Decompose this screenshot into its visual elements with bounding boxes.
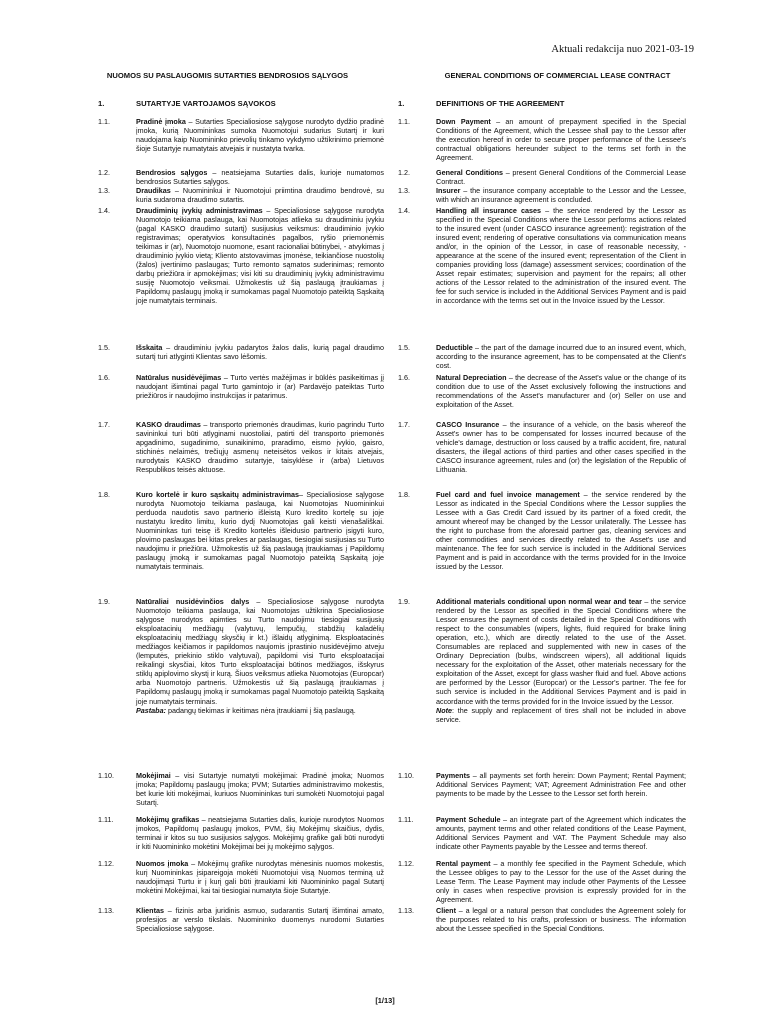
definition-text: – neatsiejama Sutarties dalis, kurioje nurodytos Nuomos įmokos, Papildomų paslaugų įmokos, PVM, šių Mokėjimų skaičius, dydis, terminai ir kitos su tuo susijusios sąlygos. Mokėjimų grafike gali būti nurodyti ir kiti Nuomininko mokėtini Mokėjimai bei jų mokėjimo sąlygos. xyxy=(136,815,384,852)
definition-entry xyxy=(436,373,686,409)
definition-text: – a legal or a natural person that concludes the Agreement solely for the purposes related to his crafts, profession or business. The information about the Lessee specified in the Special Conditions. xyxy=(436,906,686,934)
definition-number: 1.5. xyxy=(398,343,410,352)
definition-text: – an integrate part of the Agreement which indicates the amounts, payment terms and other related conditions of the Lease Payment, Additional Services Payment and VAT. The Payment Schedule may also indicate other Payments payable by the Lessee and terms thereof. xyxy=(436,815,686,852)
right-section-number: 1. xyxy=(398,99,405,108)
definition-term: General Conditions xyxy=(436,168,503,177)
definition-term: Mokėjimai xyxy=(136,771,171,780)
definition-term: Klientas xyxy=(136,906,164,915)
definition-term: Nuomos įmoka xyxy=(136,859,189,868)
definition-number: 1.12. xyxy=(98,859,114,868)
definition-number: 1.7. xyxy=(98,420,110,429)
definition-entry xyxy=(436,168,686,186)
definition-text: – visi Sutartyje numatyti mokėjimai: Pradinė įmoka; Nuomos įmoka; Papildomų paslaugų įmoka; PVM; Sutarties administravimo mokestis, bet kurie kiti mokėjimai, kuriuos Nuomininkas turi sumokėti Nuomotojui pagal Sutartį. xyxy=(136,771,384,808)
definition-number: 1.12. xyxy=(398,859,414,868)
definition-entry xyxy=(436,420,686,474)
definition-number: 1.13. xyxy=(98,906,114,915)
definition-entry xyxy=(136,343,384,361)
definition-text: – the insurance of a vehicle, on the basis whereof the Asset's owner has to be compensated for losses incurred because of the vehicle's damage, destruction or loss caused by a traffic accident, fire, natural disasters, the illegal actions of third parties and other cases specified in the CASCO insurance agreement, rules and (or) the legislation of the Republic of Lithuania. xyxy=(436,420,686,475)
definition-entry xyxy=(136,206,384,306)
definition-number: 1.7. xyxy=(398,420,410,429)
definition-text: – draudiminiu įvykiu padarytos žalos dalis, kurią pagal draudimo sutartį turi atlyginti Klientas savo lėšomis. xyxy=(136,343,384,362)
definition-term: CASCO Insurance xyxy=(436,420,500,429)
left-section-number: 1. xyxy=(98,99,105,108)
definition-entry xyxy=(136,771,384,807)
definition-entry xyxy=(136,906,384,933)
definition-number: 1.9. xyxy=(98,597,110,606)
definition-number: 1.2. xyxy=(98,168,110,177)
definition-entry xyxy=(136,117,384,153)
definition-number: 1.9. xyxy=(398,597,410,606)
definition-number: 1.4. xyxy=(398,206,410,215)
definition-term: Draudiminių įvykių administravimas xyxy=(136,206,263,215)
definition-number: 1.13. xyxy=(398,906,414,915)
definition-number: 1.11. xyxy=(398,815,414,824)
revision-date: Aktuali redakcija nuo 2021-03-19 xyxy=(551,44,694,55)
definition-entry xyxy=(436,859,686,904)
definition-number: 1.8. xyxy=(98,490,110,499)
definition-term: Deductible xyxy=(436,343,473,352)
definition-term: Pradinė įmoka xyxy=(136,117,186,126)
definition-number: 1.10. xyxy=(398,771,414,780)
definition-entry xyxy=(136,373,384,400)
definition-term: Insurer xyxy=(436,186,461,195)
definition-text: – the service rendered by the Lessor as indicated in the Special Conditions where the Lessor supplies the Lessee with a Gas Credit Card issued by its partner of a fixed credit, the amount whereof may be changed by the Lessor unilaterally. The Lessee has the right to purchase from the aforesaid partner gas, cleaning services and other commodities and services directly related to the Asset's use and maintenance. The fee for such service is included in the Additional Services Payment and is paid in accordance with the terms provided for in the Invoice issued by the Lessor. xyxy=(436,490,686,572)
definition-text: – Mokėjimų grafike nurodytas mėnesinis nuomos mokestis, kurį Nuomininkas įsipareigoja mokėti Nuomotojui visą Nuomos terminą už naudojimąsi Turtu ir į kurį gali būti įtraukiami kiti Nuomininko pagal Sutartį mokėtini Mokėjimai, kai tai tiesiogiai numatyta šioje Sutartyje. xyxy=(136,859,384,896)
definition-entry xyxy=(136,597,384,715)
definition-number: 1.6. xyxy=(398,373,410,382)
definition-number: 1.8. xyxy=(398,490,410,499)
right-section-title: DEFINITIONS OF THE AGREEMENT xyxy=(436,99,565,108)
definition-term: Fuel card and fuel invoice management xyxy=(436,490,580,499)
definition-number: 1.10. xyxy=(98,771,114,780)
definition-entry xyxy=(436,343,686,370)
definition-text: – Turto vertės mažėjimas ir būklės pasikeitimas jį naudojant išimtinai pagal Turto gamintojo ir (ar) Pardavėjo pateiktas Turto priežiūros ir naudojimo instrukcijas ir patarimus. xyxy=(136,373,385,401)
definition-entry xyxy=(136,186,384,204)
definition-term: Natūralus nusidėvėjimas xyxy=(136,373,222,382)
definition-entry xyxy=(436,771,686,798)
definition-text: – transporto priemonės draudimas, kurio pagrindu Turto savininkui turi būti atlyginami nuostoliai, patirti dėl transporto priemonės apgadinimo, sugadinimo, sunaikinimo, praradimo, eismo įvykio, gaisro, stichinės nelaimės, trečiųjų asmenų neteisėtos veikos ir kitais atvejais, nurodytais KASKO draudimo sutartyje, taisyklėse ir (arba) Lietuvos Respublikos teisės aktuose. xyxy=(136,420,384,475)
note-text: : the supply and replacement of tires shall not be included in above service. xyxy=(436,705,686,724)
left-column-title: NUOMOS SU PASLAUGOMIS SUTARTIES BENDROSIOS SĄLYGOS xyxy=(106,71,349,80)
definition-number: 1.1. xyxy=(398,117,410,126)
definition-text: – fizinis arba juridinis asmuo, sudarantis Sutartį išimtinai amato, profesijos ar verslo tikslais. Nuomininko duomenys nurodomi Sutarties Specialiosiose sąlygose. xyxy=(136,906,384,934)
definition-number: 1.2. xyxy=(398,168,410,177)
definition-entry xyxy=(436,206,686,306)
definition-number: 1.5. xyxy=(98,343,110,352)
page-number: [1/13] xyxy=(375,996,395,1005)
definition-text: – Specialiosiose sąlygose nurodyta Nuomotojo teikiama paslauga, kai Nuomotojas užtikrina Specialiosiose sąlygose nurodytos apimties su Turto naudojimu tiesiogiai susijusių eksploatacinių medžiagų (valytuvų, lempučių, stabdžių kaladėlių eksploatacinių medžiagų skysčių ir kt.) išlaidų atlyginimą. Eksploatacinės medžiagos keičiamos ir papildomos naujomis įprastinio nusidėvėjimo atveju (lemputės, priekinio stiklo valytuvai), papildomi visi Turto eksploatacijai reikalingi skysčiai, kitos Turto eksploatacijai būtinos medžiagos, išskyrus stiklų apiplovimo skystį ir kurą. Šiuos veiksmus atlieka Nuomotojas (Europcar) arba Nuomotojo partneris. Užmokestis už šią paslaugą įtraukiamas į Papildomų paslaugų įmoką ir sumokamas pagal Nuomotojo pateiktą Sąskaitą joje numatytais terminais. xyxy=(136,597,384,706)
definition-text: – the decrease of the Asset's value or the change of its condition due to use of the Asset exclusively following the instructions and recommendations of the Asset's manufacturer and (or) Seller on use and exploitation of the Asset. xyxy=(436,373,686,410)
definition-text: – the service rendered by the Lessor as specified in the Special Conditions where the Lessor performs actions related to the insured event (under CASCO insurance agreement): registration of the insured event; rendering of operative consultations via communication means and/or, in the opinion of the Lessor, in case of reasonable necessity, - appearance at the scene of the insured event; representation of the Client in companies providing loss (damage) assessment services; coordination of the Asset repair estimates; supervision and payment for the repairs; all other actions of the Lessor related to the administration of the insured event. The fee for such service is included in the Additional Services Payment and is paid in accordance with the terms set out in the Invoice issued by the Lessor. xyxy=(436,206,687,306)
definition-text: – present General Conditions of the Commercial Lease Contract. xyxy=(436,168,686,187)
definition-term: Kuro kortelė ir kuro sąskaitų administravimas xyxy=(136,490,299,499)
definition-text: – all payments set forth herein: Down Payment; Rental Payment; Additional Services Payment; VAT; Agreement Administration Fee and other payments to be made by the Lessee to the Lessor set forth herein. xyxy=(436,771,686,799)
definition-term: Client xyxy=(436,906,456,915)
definition-term: Natūraliai nusidėvinčios dalys xyxy=(136,597,250,606)
definition-entry xyxy=(436,906,686,933)
definition-term: Payment Schedule xyxy=(436,815,501,824)
definition-number: 1.6. xyxy=(98,373,110,382)
definition-text: – neatsiejama Sutarties dalis, kurioje numatomos bendrosios Sutarties sąlygos. xyxy=(136,168,384,187)
definition-text: – a monthly fee specified in the Payment Schedule, which the Lessee obliges to pay to the Lessor for the use of the Asset during the Lease Term. The Lease Payment may include other Payments of the Lessee only in cases when respective provision is expressly provided for in the Agreement. xyxy=(436,859,686,905)
definition-entry xyxy=(136,859,384,895)
right-column-title: GENERAL CONDITIONS OF COMMERCIAL LEASE CONTRACT xyxy=(444,71,671,80)
definition-text: – the insurance company acceptable to the Lessor and the Lessee, with which an insurance agreement is concluded. xyxy=(436,186,686,205)
definition-entry xyxy=(136,815,384,851)
definition-entry xyxy=(436,815,686,851)
left-section-title: SUTARTYJE VARTOJAMOS SĄVOKOS xyxy=(136,99,276,108)
definition-term: Handling all insurance cases xyxy=(436,206,541,215)
definition-term: Mokėjimų grafikas xyxy=(136,815,200,824)
definition-text: – an amount of prepayment specified in the Special Conditions of the Agreement, which the Lessee shall pay to the Lessor after the execution hereof in order to secure proper performance of the Lessee's contractual obligations hereunder subject to the terms set forth in the Agreement. xyxy=(436,117,686,163)
definition-text: – the service rendered by the Lessor as specified in the Special Conditions where the Lessor ensures the payment of costs detailed in the Special Conditions with respect to the consumables (wipers, lights, fluid required for brake lining operation, etc.), which are directly related to the use of the Asset. Consumables are replaced and supplemented with new in cases of the Ordinary Depreciation (bulbs, windscreen wipers), all additional liquids necessary for the exploitation of the Asset, other materials necessary for the exploitation of the Asset, except for glass washer fluid and fuel. Above actions are performed by the Lessor (Europcar) or the Lessor's partner. The fee for such service is included in the Additional Services Payment and is paid in accordance with the terms provided for in the Invoice issued by the Lessor. xyxy=(436,597,686,706)
definition-term: Išskaita xyxy=(136,343,163,352)
definition-entry xyxy=(136,168,384,186)
definition-entry xyxy=(136,420,384,474)
definition-text: – the part of the damage incurred due to an insured event, which, according to the insurance agreement, has to be compensated at the Client's cost. xyxy=(436,343,686,371)
definition-number: 1.11. xyxy=(98,815,114,824)
definition-entry xyxy=(436,186,686,204)
definition-number: 1.1. xyxy=(98,117,110,126)
definition-number: 1.3. xyxy=(98,186,110,195)
definition-text: – Sutarties Specialiosiose sąlygose nurodyto dydžio pradinė įmoka, kurią Nuomininkas sumoka Nuomotojui sudarius Sutartį ir kuri naudojama kaip Nuomininko prievolių tinkamo vykdymo užtikrinimo priemonė šioje Sutartyje numatytais atvejais ir nustatyta tvarka. xyxy=(136,117,384,154)
definition-term: Additional materials conditional upon normal wear and tear xyxy=(436,597,642,606)
definition-term: Natural Depreciation xyxy=(436,373,507,382)
note-label: Pastaba: xyxy=(136,705,166,715)
definition-text: – Specialiosiose sąlygose nurodyta Nuomotojo teikiama paslauga, kai Nuomotojas Nuomininkui perduoda naudotis savo partnerio išleistą Kuro kredito kortelę su joje nustatytu kredito limitu, kurio dydį Nuomotojas gali keisti vienašališkai. Nuomininkas turi teisę iš Kredito kortelės išleidusio partnerio įsigyti kuro, plovimo paslaugas bei kitas prekes ar paslaugas, tiesiogiai susijusias su Turto naudojimu ir priežiūra. Užmokestis už šią paslaugą įtraukiamas į Papildomų paslaugų įmoką ir sumokamas pagal Nuomotojo pateiktą Sąskaitą joje numatytais terminais. xyxy=(136,490,384,572)
definition-text: – Nuomininkui ir Nuomotojui priimtina draudimo bendrovė, su kuria sudaroma draudimo sutartis. xyxy=(136,186,384,205)
definition-term: Draudikas xyxy=(136,186,171,195)
definition-entry xyxy=(436,597,686,724)
definition-term: Rental payment xyxy=(436,859,491,868)
definition-entry xyxy=(436,117,686,162)
note-text: padangų tiekimas ir keitimas nėra įtraukiami į šią paslaugą. xyxy=(165,705,356,715)
definition-term: Bendrosios sąlygos xyxy=(136,168,208,177)
definition-entry xyxy=(436,490,686,571)
definition-term: KASKO draudimas xyxy=(136,420,201,429)
definition-number: 1.4. xyxy=(98,206,110,215)
definition-entry xyxy=(136,490,384,571)
definition-text: – Specialiosiose sąlygose nurodyta Nuomotojo teikiama paslauga, kai Nuomotojas atlieka su draudiminiu įvykiu (pagal KASKO draudimo sutartį) susijusius veiksmus: draudiminio įvykio registravimas; operatyvios konsultacinės pagalbos, ryšio priemonėmis teikimas ir (ar), Nuomotojo nuomone, esant racionaliai būtinybei, - atvykimas į draudiminio įvykio vietą; Kliento atstovavimas įmonėse, teikiančiose nuostolių (žalos) įvertinimo paslaugas; Turto remonto sąmatos suderinimas; remonto darbų priežiūra ir apmokėjimas; visi kiti su draudiminių įvykių administravimu susiję Nuomotojo veiksmai. Užmokestis už šią paslaugą įtraukiamas į Papildomų paslaugų įmoką ir sumokamas pagal Nuomotojo pateiktą Sąskaitą joje numatytais terminais. xyxy=(136,206,384,306)
note-label: Note xyxy=(436,705,452,715)
definition-number: 1.3. xyxy=(398,186,410,195)
definition-term: Down Payment xyxy=(436,117,491,126)
definition-term: Payments xyxy=(436,771,470,780)
